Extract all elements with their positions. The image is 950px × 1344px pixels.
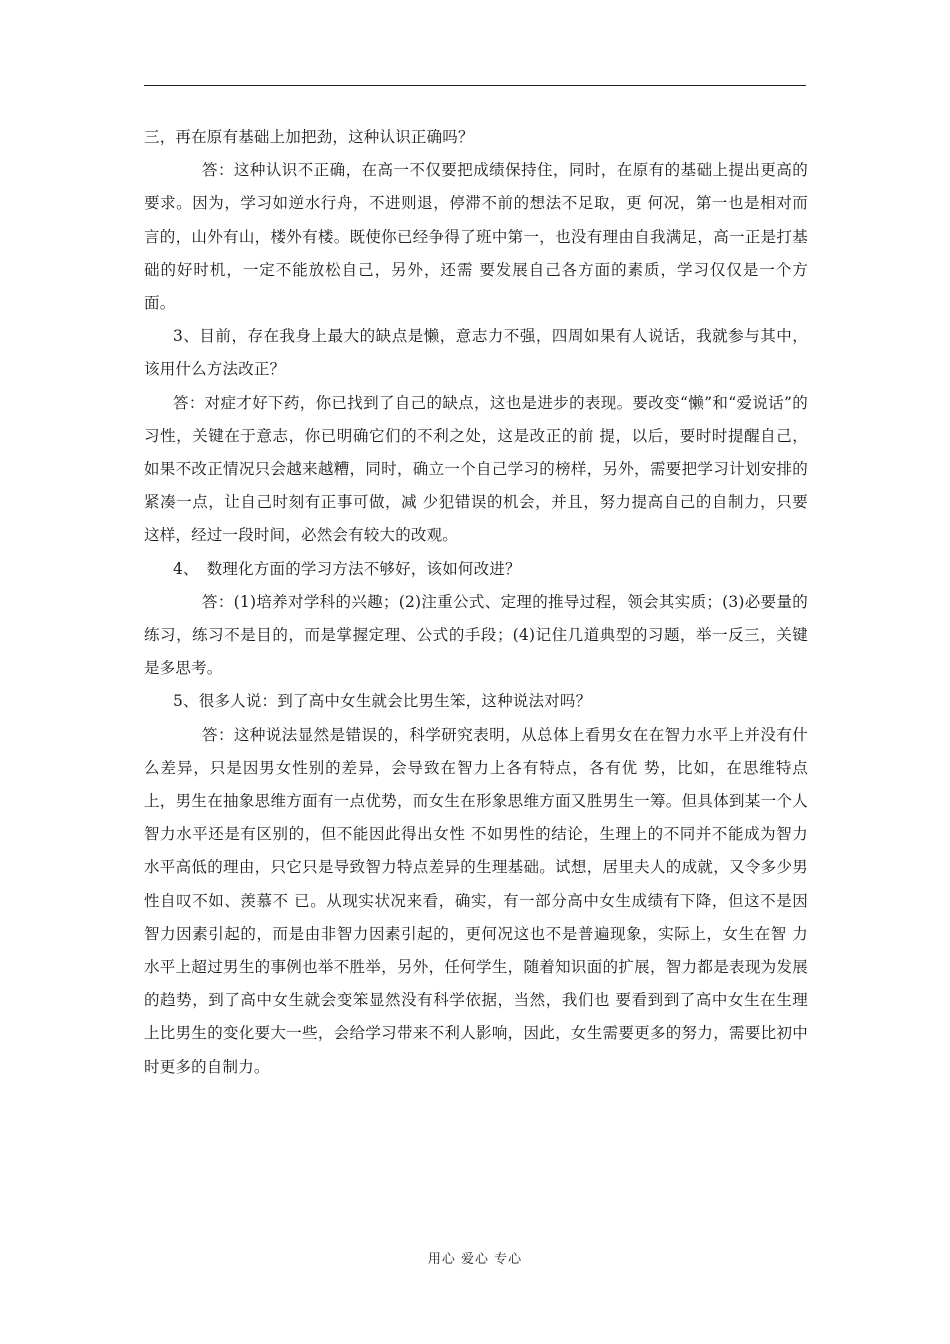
page-footer: 用心 爱心 专心: [427, 1252, 523, 1267]
question-5: 5、很多人说：到了高中女生就会比男生笨，这种说法对吗？: [173, 692, 592, 711]
question-4: 4、 数理化方面的学习方法不够好，该如何改进？: [173, 559, 521, 578]
answer-3b: 答：对症才好下药，你已找到了自己的缺点，这也是进步的表现。要改变“懒”和“爱说话”的习性，关键在于意志，你已明确它们的不利之处，这是改正的前 提，以后，要时时提醒自己，如果不改正情况只会越来越糟，同时，确立一个自己学习的榜样，另外，需要把学习计划安排的紧凑一点，让自己时刻有正事可做，减 少犯错误的机会，并且，努力提高自己的自制力，只要这样，经过一段时间，必然会有较大的改观。: [144, 393, 808, 545]
answer-3: 答：这种认识不正确，在高一不仅要把成绩保持住，同时，在原有的基础上提出更高的要求。因为，学习如逆水行舟，不进则退，停滞不前的想法不足取，更 何况，第一也是相对而言的，山外有山，楼外有楼。既使你已经争得了班中第一，也没有理由自我满足，高一正是打基础的好时机，一定不能放松自己，另外，还需 要发展自己各方面的素质，学习仅仅是一个方面。: [144, 161, 808, 313]
document-body: [144, 121, 808, 1084]
question-3: 三，再在原有基础上加把劲，这种认识正确吗？: [144, 128, 474, 146]
question-3b: 3、目前，存在我身上最大的缺点是懒，意志力不强，四周如果有人说话，我就参与其中，该用什么方法改正？: [144, 327, 808, 379]
header-rule: [144, 85, 806, 86]
answer-5: 答：这种说法显然是错误的，科学研究表明，从总体上看男女在在智力水平上并没有什么差异，只是因男女性别的差异，会导致在智力上各有特点，各有优 势，比如，在思维特点上，男生在抽象思维方面有一点优势，而女生在形象思维方面又胜男生一筹。但具体到某一个人智力水平还是有区别的，但不能因此得出女性 不如男性的结论，生理上的不同并不能成为智力水平高低的理由，只它只是导致智力特点差异的生理基础。试想，居里夫人的成就，又令多少男性自叹不如、羡慕不 已。从现实状况来看，确实，有一部分高中女生成绩有下降，但这不是因智力因素引起的，而是由非智力因素引起的，更何况这也不是普遍现象，实际上，女生在智 力水平上超过男生的事例也举不胜举，另外，任何学生，随着知识面的扩展，智力都是表现为发展的趋势，到了高中女生就会变笨显然没有科学依据，当然，我们也 要看到到了高中女生在生理上比男生的变化要大一些，会给学习带来不利人影响，因此，女生需要更多的努力，需要比初中时更多的自制力。: [144, 725, 808, 1076]
answer-4: 答：(1)培养对学科的兴趣；(2)注重公式、定理的推导过程，领会其实质；(3)必要量的练习，练习不是目的，而是掌握定理、公式的手段；(4)记住几道典型的习题，举一反三，关键是多思考。: [144, 592, 808, 678]
